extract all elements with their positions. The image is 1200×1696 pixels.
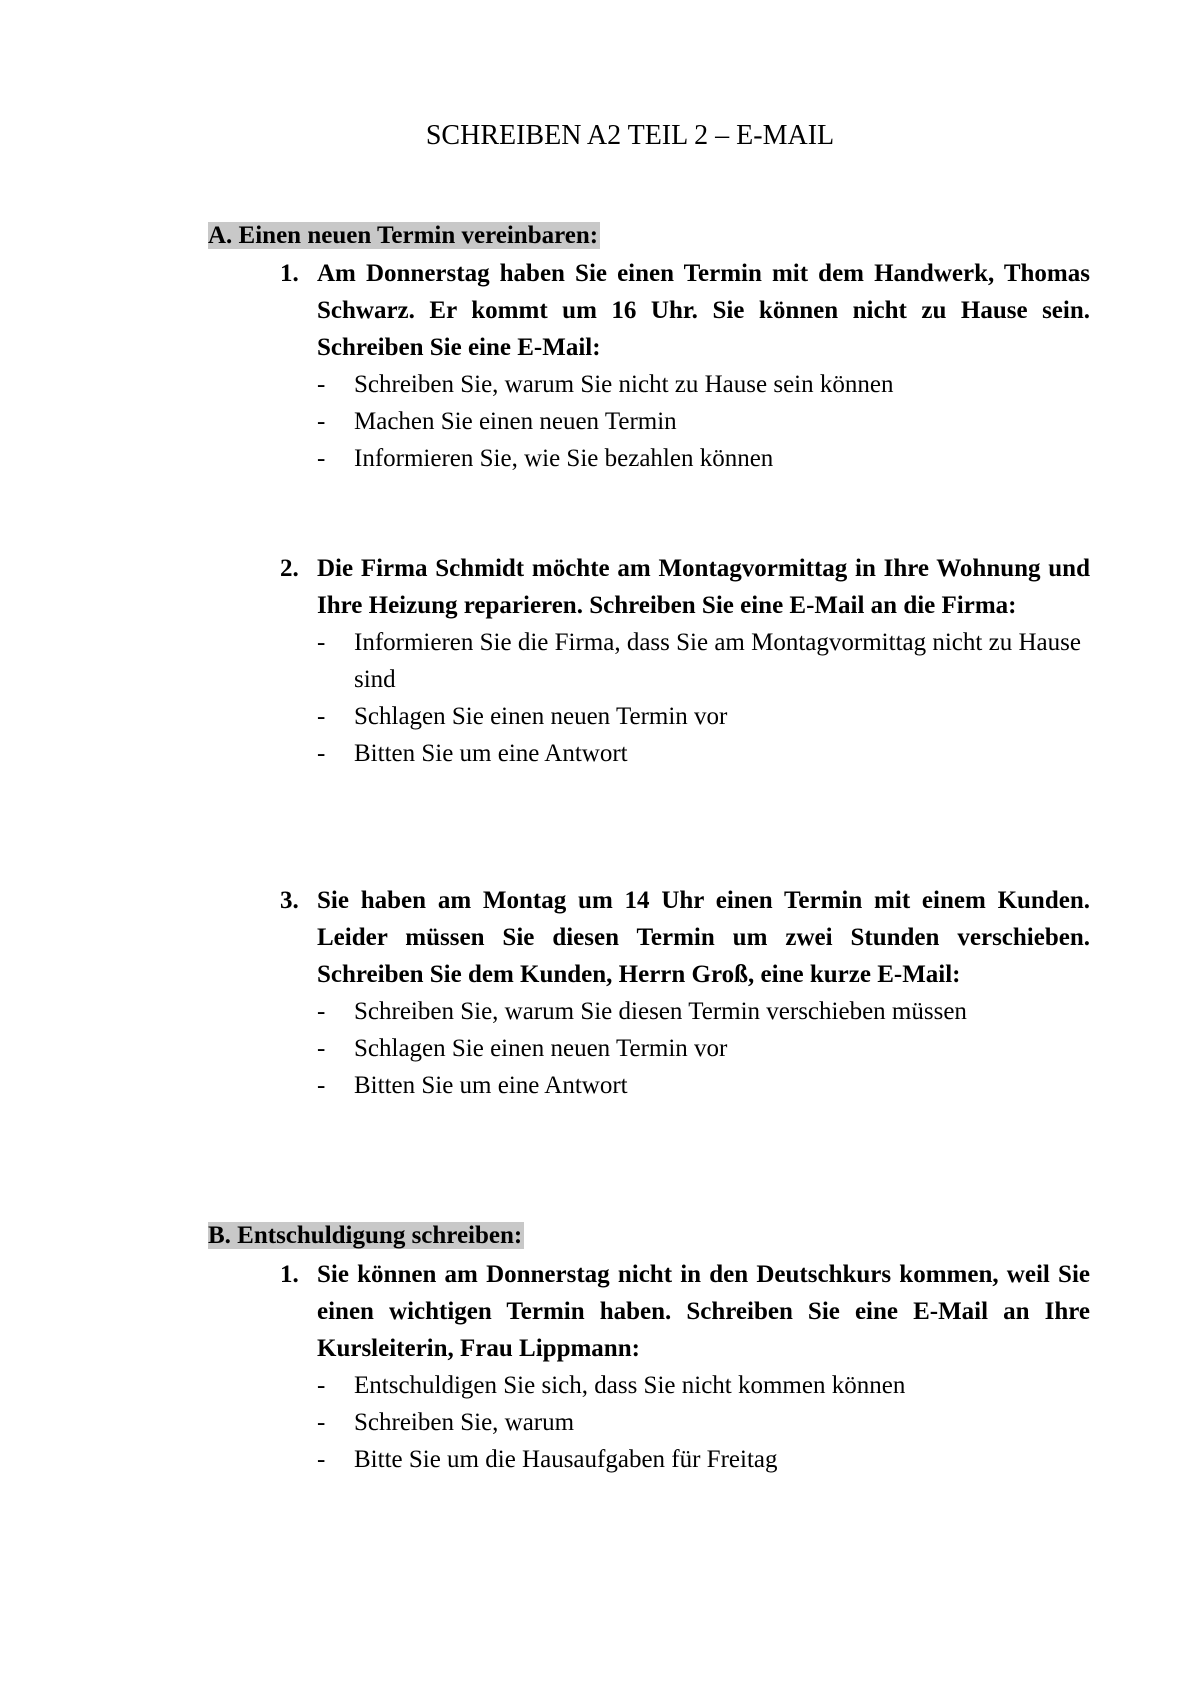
- list-item-text: Bitten Sie um eine Antwort: [354, 1072, 628, 1099]
- task-prompt: Sie können am Donnerstag nicht in den Deutschkurs kommen, weil Sie einen wichtigen Termin haben. Schreiben Sie eine E-Mail an Ihre Kursleiterin, Frau Lippmann:: [317, 1261, 1090, 1362]
- section-heading-b-text: B. Entschuldigung schreiben:: [208, 1222, 523, 1249]
- task-a-2: [280, 550, 1090, 772]
- list-item-text: Schlagen Sie einen neuen Termin vor: [354, 1035, 728, 1062]
- list-item-text: Informieren Sie, wie Sie bezahlen können: [354, 445, 774, 472]
- task-prompt: Am Donnerstag haben Sie einen Termin mit dem Handwerk, Thomas Schwarz. Er kommt um 16 Uhr. Sie können nicht zu Hause sein. Schreiben Sie eine E-Mail:: [317, 260, 1090, 361]
- bullet-list: [280, 624, 1090, 772]
- section-heading-a-text: A. Einen neuen Termin vereinbaren:: [208, 222, 599, 249]
- dash-marker: -: [317, 629, 326, 656]
- dash-marker: -: [317, 408, 326, 435]
- section-heading-b: [208, 1218, 524, 1254]
- list-item-text: Bitten Sie um eine Antwort: [354, 740, 628, 767]
- list-item-text: Informieren Sie die Firma, dass Sie am Montagvormittag nicht zu Hause sind: [354, 629, 1081, 693]
- task-prompt: Sie haben am Montag um 14 Uhr einen Termin mit einem Kunden. Leider müssen Sie diesen Termin um zwei Stunden verschieben. Schreiben Sie dem Kunden, Herrn Groß, eine kurze E-Mail:: [317, 887, 1090, 988]
- dash-marker: -: [317, 703, 326, 730]
- list-item: [280, 403, 1090, 440]
- task-number: 1.: [280, 1261, 299, 1288]
- task-number: 3.: [280, 887, 299, 914]
- task-b-1: [280, 1256, 1090, 1478]
- bullet-list: [280, 993, 1090, 1104]
- dash-marker: -: [317, 371, 326, 398]
- list-item-text: Bitte Sie um die Hausaufgaben für Freitag: [354, 1446, 778, 1473]
- task-number: 1.: [280, 260, 299, 287]
- list-item: [280, 1030, 1090, 1067]
- list-item: [280, 366, 1090, 403]
- list-item-text: Entschuldigen Sie sich, dass Sie nicht kommen können: [354, 1372, 906, 1399]
- list-item-text: Schreiben Sie, warum Sie nicht zu Hause sein können: [354, 371, 894, 398]
- dash-marker: -: [317, 1372, 326, 1399]
- dash-marker: -: [317, 1409, 326, 1436]
- list-item-text: Schlagen Sie einen neuen Termin vor: [354, 703, 728, 730]
- list-item: [280, 735, 1090, 772]
- list-item: [280, 698, 1090, 735]
- bullet-list: [280, 366, 1090, 477]
- bullet-list: [280, 1367, 1090, 1478]
- dash-marker: -: [317, 740, 326, 767]
- task-a-1: [280, 255, 1090, 477]
- task-prompt: Die Firma Schmidt möchte am Montagvormittag in Ihre Wohnung und Ihre Heizung reparieren. Schreiben Sie eine E-Mail an die Firma:: [317, 555, 1090, 619]
- list-item: [280, 993, 1090, 1030]
- dash-marker: -: [317, 1072, 326, 1099]
- dash-marker: -: [317, 1035, 326, 1062]
- list-item: [280, 1441, 1090, 1478]
- dash-marker: -: [317, 1446, 326, 1473]
- dash-marker: -: [317, 998, 326, 1025]
- task-number: 2.: [280, 555, 299, 582]
- list-item-text: Machen Sie einen neuen Termin: [354, 408, 677, 435]
- document-title: SCHREIBEN A2 TEIL 2 – E-MAIL: [425, 120, 835, 151]
- list-item: [280, 624, 1090, 698]
- list-item: [280, 1067, 1090, 1104]
- list-item: [280, 1367, 1090, 1404]
- section-heading-a: [208, 218, 600, 254]
- list-item: [280, 440, 1090, 477]
- list-item-text: Schreiben Sie, warum: [354, 1409, 575, 1436]
- dash-marker: -: [317, 445, 326, 472]
- list-item: [280, 1404, 1090, 1441]
- task-a-3: [280, 882, 1090, 1104]
- list-item-text: Schreiben Sie, warum Sie diesen Termin verschieben müssen: [354, 998, 967, 1025]
